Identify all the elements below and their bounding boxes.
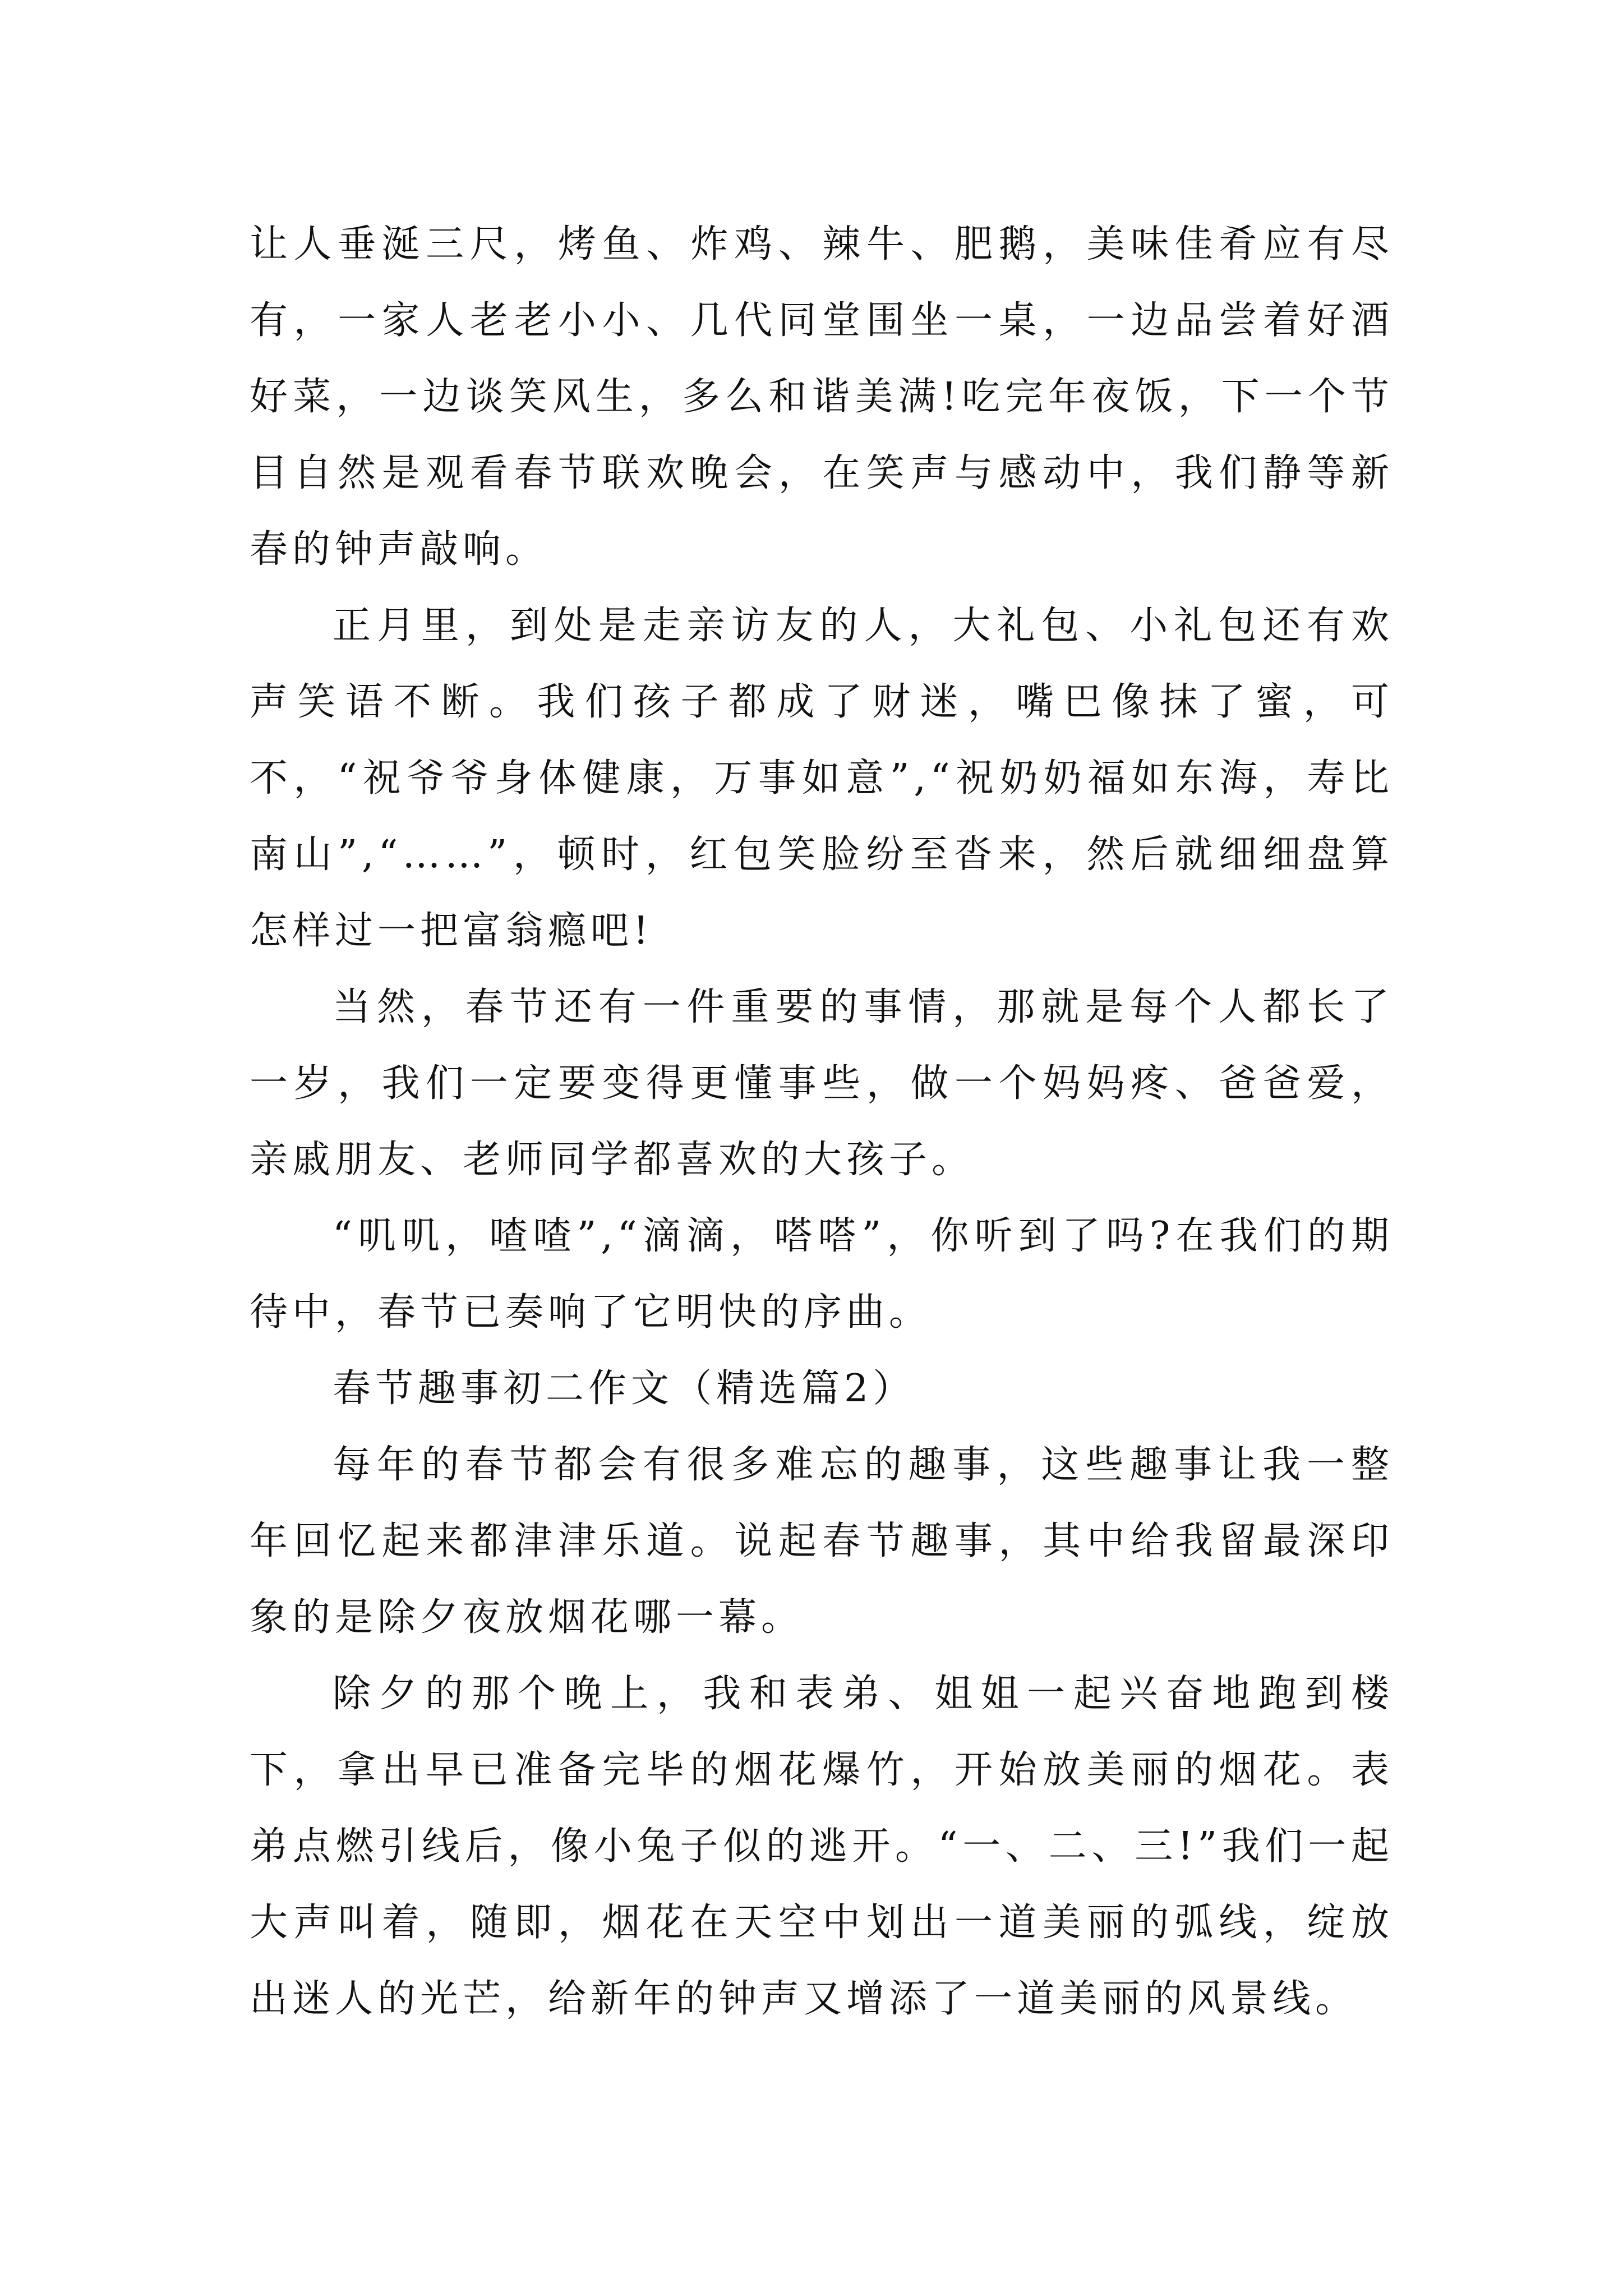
paragraph-memorable-events: 每年的春节都会有很多难忘的趣事，这些趣事让我一整年回忆起来都津津乐道。说起春节趣事，其中给我留最深印象的是除夕夜放烟花哪一幕。 bbox=[250, 1443, 1394, 1640]
paragraph-prelude: “叽叽，喳喳”,“滴滴，嗒嗒”，你听到了吗?在我们的期待中，春节已奏响了它明快的序曲。 bbox=[250, 1214, 1394, 1335]
section-heading: 春节趣事初二作文（精选篇2） bbox=[333, 1366, 916, 1411]
paragraph-new-year-visits: 正月里，到处是走亲访友的人，大礼包、小礼包还有欢声笑语不断。我们孩子都成了财迷，嘴巴像抹了蜜，可不，“祝爷爷身体健康，万事如意”,“祝奶奶福如东海，寿比南山”,“……”，顿时，红包笑脸纷至沓来，然后就细细盘算怎样过一把富翁瘾吧! bbox=[250, 604, 1394, 953]
document-body bbox=[250, 206, 1394, 2037]
paragraph-fireworks: 除夕的那个晚上，我和表弟、姐姐一起兴奋地跑到楼下，拿出早已准备完毕的烟花爆竹，开始放美丽的烟花。表弟点燃引线后，像小兔子似的逃开。“一、二、三!”我们一起大声叫着，随即，烟花在天空中划出一道美丽的弧线，绽放出迷人的光芒，给新年的钟声又增添了一道美丽的风景线。 bbox=[250, 1672, 1394, 2021]
paragraph-continuation: 让人垂涎三尺，烤鱼、炸鸡、辣牛、肥鹅，美味佳肴应有尽有，一家人老老小小、几代同堂围坐一桌，一边品尝着好酒好菜，一边谈笑风生，多么和谐美满!吃完年夜饭，下一个节目自然是观看春节联欢晚会，在笑声与感动中，我们静等新春的钟声敲响。 bbox=[250, 222, 1394, 572]
paragraph-growing-older: 当然，春节还有一件重要的事情，那就是每个人都长了一岁，我们一定要变得更懂事些，做一个妈妈疼、爸爸爱，亲戚朋友、老师同学都喜欢的大孩子。 bbox=[250, 985, 1394, 1182]
